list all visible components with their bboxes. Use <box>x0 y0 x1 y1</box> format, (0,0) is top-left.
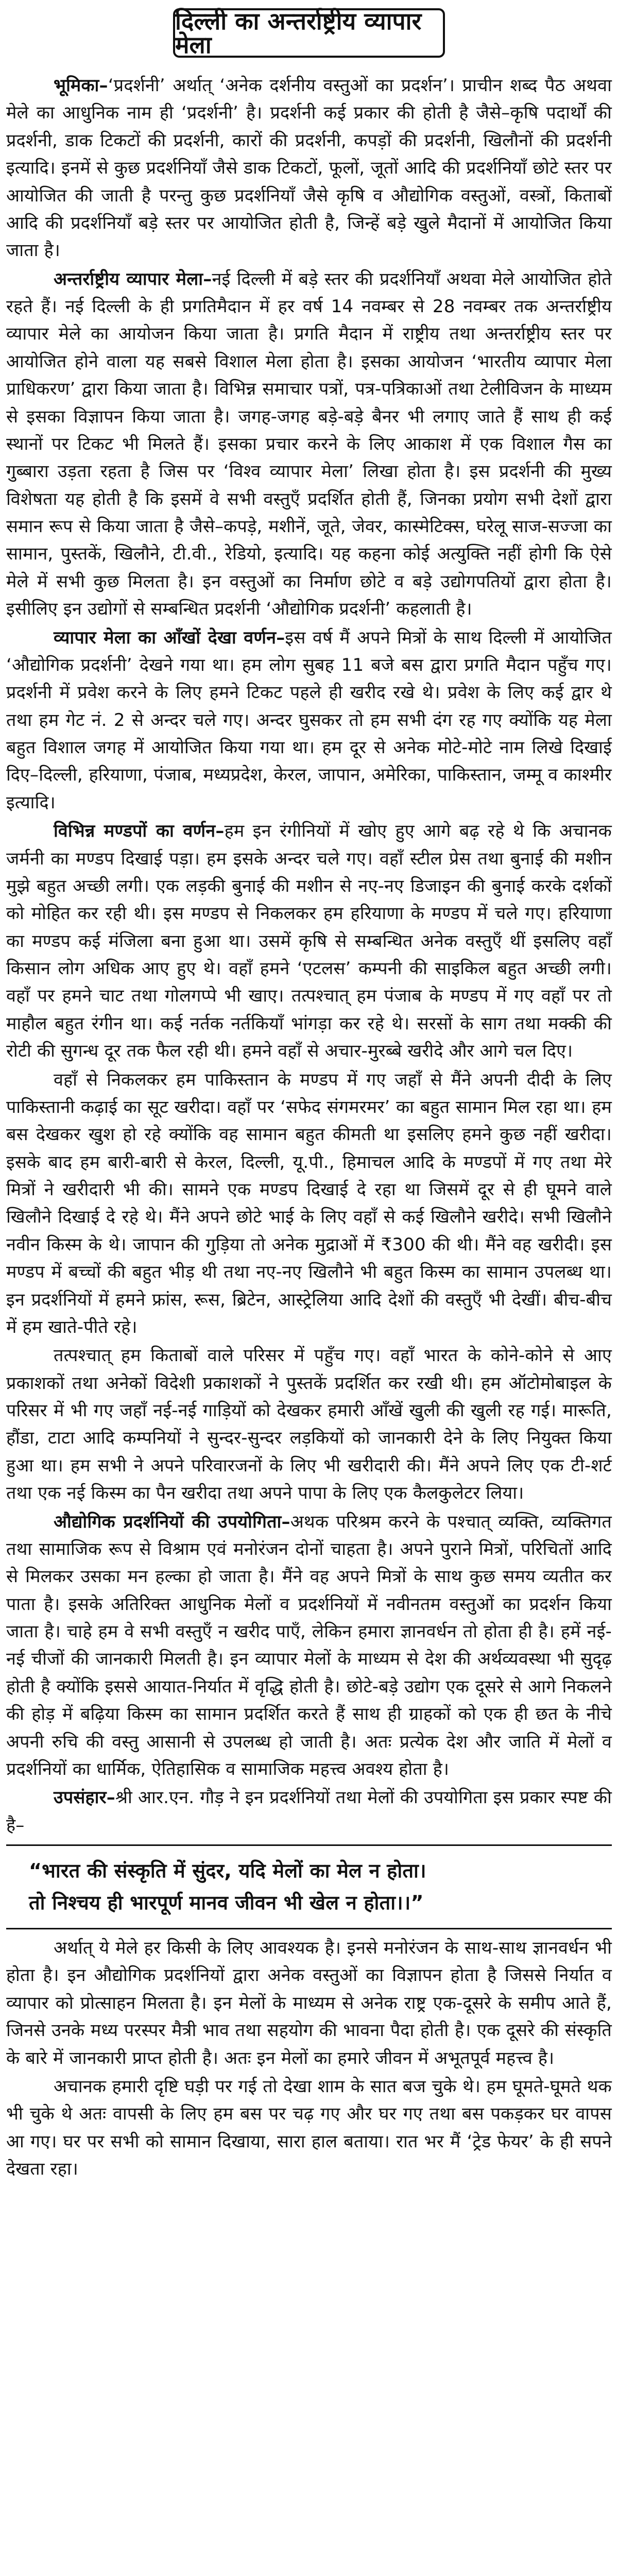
paragraph-introduction <box>6 72 612 265</box>
paragraph-pakistan-pavilion <box>6 1066 612 1342</box>
paragraph-text: वहाँ से निकलकर हम पाकिस्तान के मण्डप में गए जहाँ से मैंने अपनी दीदी के लिए पाकिस्तानी कढ़ाई का सूट खरीदा। वहाँ पर ‘सफेद संगमरमर’ का बहुत सामान मिल रहा था। हम बस देखकर खुश हो रहे क्योंकि वह सामान बहुत कीमती था इसलिए हमने कुछ नहीं खरीदा। इसके बाद हम बारी-बारी से केरल, दिल्ली, यू.पी., हिमाचल आदि के मण्डपों में गए तथा मेरे मित्रों ने खरीदारी भी की। सामने एक मण्डप दिखाई दे रहा था जिसमें दूर से ही घूमने वाले खिलौने दिखाई दे रहे थे। मैंने अपने छोटे भाई के लिए वहाँ से कई खिलौने खरीदे। सभी खिलौने नवीन किस्म के थे। जापान की गुड़िया तो अनेक मुद्राओं में ₹300 की थी। मैंने वह खरीदी। इस मण्डप में बच्चों की बहुत भीड़ थी तथा नए-नए खिलौने भी बहुत किस्म का सामान उपलब्ध था। इन प्रदर्शनियों में हमने फ्रांस, रूस, ब्रिटेन, आस्ट्रेलिया आदि देशों की वस्तुएँ भी देखीं। बीच-बीच में हम खाते-पीते रहे। <box>6 1069 612 1337</box>
paragraph-text: इस वर्ष मैं अपने मित्रों के साथ दिल्ली में आयोजित ‘औद्योगिक प्रदर्शनी’ देखने गया था। हम लोग सुबह 11 बजे बस द्वारा प्रगति मैदान पहुँच गए। प्रदर्शनी में प्रवेश करने के लिए हमने टिकट पहले ही खरीद रखे थे। प्रवेश के लिए कई द्वार थे तथा हम गेट नं. 2 से अन्दर चले गए। अन्दर घुसकर तो हम सभी दंग रह गए क्योंकि यह मेला बहुत विशाल जगह में आयोजित किया गया था। हम दूर से अनेक मोटे-मोटे नाम लिखे दिखाई दिए–दिल्ली, हरियाणा, पंजाब, मध्यप्रदेश, केरल, जापान, अमेरिका, पाकिस्तान, जम्मू व काश्मीर इत्यादि। <box>6 627 612 813</box>
paragraph-lead: अन्तर्राष्ट्रीय व्यापार मेला– <box>54 268 212 290</box>
paragraph-text: नई दिल्ली में बड़े स्तर की प्रदर्शनियाँ अथवा मेले आयोजित होते रहते हैं। नई दिल्ली के ही प्रगतिमैदान में हर वर्ष 14 नवम्बर से 28 नवम्बर तक अन्तर्राष्ट्रीय व्यापार मेले का आयोजन किया जाता है। प्रगति मैदान में राष्ट्रीय तथा अन्तर्राष्ट्रीय स्तर पर आयोजित होने वाला यह सबसे विशाल मेला होता है। इसका आयोजन ‘भारतीय व्यापार मेला प्राधिकरण’ द्वारा किया जाता है। विभिन्न समाचार पत्रों, पत्र-पत्रिकाओं तथा टेलीविजन के माध्यम से इसका विज्ञापन किया जाता है। जगह-जगह बड़े-बड़े बैनर भी लगाए जाते हैं साथ ही कई स्थानों पर टिकट भी मिलते हैं। इसका प्रचार करने के लिए आकाश में एक विशाल गैस का गुब्बारा उड़ता रहता है जिस पर ‘विश्व व्यापार मेला’ लिखा होता है। इस प्रदर्शनी की मुख्य विशेषता यह होती है कि इसमें वे सभी वस्तुएँ प्रदर्शित होती हैं, जिनका प्रयोग सभी देशों द्वारा समान रूप से किया जाता है जैसे–कपड़े, मशीनें, जूते, जेवर, कास्मेटिक्स, घरेलू साज-सज्जा का सामान, पुस्तकें, खिलौने, टी.वी., रेडियो, इत्यादि। यह कहना कोई अत्युक्ति नहीं होगी कि ऐसे मेले में सभी कुछ मिलता है। इन वस्तुओं का निर्माण छोटे व बड़े उद्योगपतियों द्वारा होता है। इसीलिए इन उद्योगों से सम्बन्धित प्रदर्शनी ‘औद्योगिक प्रदर्शनी’ कहलाती है। <box>6 268 612 620</box>
paragraph-lead: विभिन्न मण्डपों का वर्णन– <box>54 821 225 842</box>
paragraph-conclusion <box>6 1784 612 1839</box>
paragraph-lead: व्यापार मेला का आँखों देखा वर्णन– <box>54 627 285 648</box>
paragraph-text: तत्पश्चात् हम किताबों वाले परिसर में पहुँच गए। वहाँ भारत के कोने-कोने से आए प्रकाशकों तथा अनेकों विदेशी प्रकाशकों ने पुस्तकें प्रदर्शित कर रखी थी। हम ऑटोमोबाइल के परिसर में भी गए जहाँ नई-नई गाड़ियों को देखकर हमारी आँखें खुली की खुली रह गई। मारूति, हौंडा, टाटा आदि कम्पनियों ने सुन्दर-सुन्दर लड़कियों को जानकारी देने के लिए नियुक्त किया हुआ था। हम सभी ने अपने परिवारजनों के लिए भी खरीदारी की। मैंने अपने लिए एक टी-शर्ट तथा एक नई किस्म का पैन खरीदा तथा अपने पापा के लिए एक कैलकुलेटर लिया। <box>6 1345 612 1504</box>
paragraph-utility <box>6 1509 612 1784</box>
paragraph-lead: भूमिका– <box>54 75 108 96</box>
block-quote <box>6 1851 612 1923</box>
paragraph-text: श्री आर.एन. गौड़ ने इन प्रदर्शनियों तथा मेलों की उपयोगिता इस प्रकार स्पष्ट की है– <box>6 1787 612 1836</box>
paragraph-text: अथक परिश्रम करने के पश्चात् व्यक्ति, व्यक्तिगत तथा सामाजिक रूप से विश्राम एवं मनोरंजन दोनों चाहता है। अपने पुराने मित्रों, परिचितों आदि से मिलकर उसका मन हल्का हो जाता है। मैंने वह अपने मित्रों के साथ कुछ समय व्यतीत कर पाता है। इसके अतिरिक्त आधुनिक मेलों व प्रदर्शनियों में नवीनतम वस्तुओं का प्रदर्शन किया जाता है। चाहे हम वे सभी वस्तुएँ न खरीद पाएँ, लेकिन हमारा ज्ञानवर्धन तो होता ही है। हमें नई-नई चीजों की जानकारी मिलती है। इन व्यापार मेलों के माध्यम से देश की अर्थव्यवस्था भी सुदृढ़ होती है क्योंकि इससे आयात-निर्यात में वृद्धि होती है। छोटे-बड़े उद्योग एक दूसरे से आगे निकलने की होड़ में बढ़िया किस्म का सामान प्रदर्शित करते हैं साथ ही ग्राहकों को एक ही छत के नीचे अपनी रुचि की वस्तु आसानी से उपलब्ध हो जाती है। अतः प्रत्येक देश और जाति में मेलों व प्रदर्शनियों का धार्मिक, ऐतिहासिक व सामाजिक महत्त्व अवश्य होता है। <box>6 1511 612 1780</box>
paragraph-pavilions <box>6 818 612 1065</box>
paragraph-eyewitness <box>6 624 612 817</box>
quote-bottom-rule <box>6 1928 612 1929</box>
paragraph-text: ‘प्रदर्शनी’ अर्थात् ‘अनेक दर्शनीय वस्तुओं का प्रदर्शन’। प्राचीन शब्द पैठ अथवा मेले का आधुनिक नाम ही ‘प्रदर्शनी’ है। प्रदर्शनी कई प्रकार की होती है जैसे–कृषि पदार्थों की प्रदर्शनी, डाक टिकटों की प्रदर्शनी, कारों की प्रदर्शनी, कपड़ों की प्रदर्शनी, खिलौनों की प्रदर्शनी इत्यादि। इनमें से कुछ प्रदर्शनियाँ जैसे डाक टिकटों, फूलों, जूतों आदि की प्रदर्शनियाँ छोटे स्तर पर आयोजित की जाती है परन्तु कुछ प्रदर्शनियाँ जैसे कृषि व औद्योगिक वस्तुओं, वस्त्रों, किताबों आदि की प्रदर्शनियाँ बड़े स्तर पर आयोजित होती है, जिन्हें बड़े खुले मैदानों में आयोजित किया जाता है। <box>6 75 612 261</box>
paragraph-text: अचानक हमारी दृष्टि घड़ी पर गई तो देखा शाम के सात बज चुके थे। हम घूमते-घूमते थक भी चुके थे अतः वापसी के लिए हम बस पर चढ़ गए और घर गए तथा बस पकड़कर घर वापस आ गए। घर पर सभी को सामान दिखाया, सारा हाल बताया। रात भर मैं ‘ट्रेड फेयर’ के ही सपने देखता रहा। <box>6 2076 612 2180</box>
paragraph-trade-fair <box>6 266 612 623</box>
quote-line: तो निश्चय ही भारपूर्ण मानव जीवन भी खेल न होता।।” <box>29 1891 424 1914</box>
paragraph-closing-return <box>6 2073 612 2183</box>
quote-top-rule <box>6 1844 612 1846</box>
quote-line: “भारत की संस्कृति में सुंदर, यदि मेलों का मेल न होता। <box>29 1859 426 1882</box>
essay-body <box>6 72 612 2576</box>
paragraph-text: हम इन रंगीनियों में खोए हुए आगे बढ़ रहे थे कि अचानक जर्मनी का मण्डप दिखाई पड़ा। हम इसके अन्दर चले गए। वहाँ स्टील प्रेस तथा बुनाई की मशीन मुझे बहुत अच्छी लगी। एक लड़की बुनाई की मशीन से नए-नए डिजाइन की बुनाई करके दर्शकों को मोहित कर रही थी। इस मण्डप से निकलकर हम हरियाणा के मण्डप में चले गए। हरियाणा का मण्डप कई मंजिला बना हुआ था। उसमें कृषि से सम्बन्धित अनेक वस्तुएँ थीं इसलिए वहाँ किसान लोग अधिक आए हुए थे। वहाँ हमने ‘एटलस’ कम्पनी की साइकिल बहुत अच्छी लगी। वहाँ पर हमने चाट तथा गोलगप्पे भी खाए। तत्पश्चात् हम पंजाब के मण्डप में गए वहाँ पर तो माहौल बहुत रंगीन था। कई नर्तक नर्तकियाँ भांगड़ा कर रहे थे। सरसों के साग तथा मक्की की रोटी की सुगन्ध दूर तक फैल रही थी। हमने वहाँ से अचार-मुरब्बे खरीदे और आगे चल दिए। <box>6 821 612 1062</box>
paragraph-lead: उपसंहार– <box>54 1787 115 1808</box>
paragraph-closing-importance <box>6 1935 612 2072</box>
paragraph-lead: औद्योगिक प्रदर्शनियों की उपयोगिता– <box>54 1511 290 1532</box>
paragraph-text: अर्थात् ये मेले हर किसी के लिए आवश्यक है। इनसे मनोरंजन के साथ-साथ ज्ञानवर्धन भी होता है। इन औद्योगिक प्रदर्शनियों द्वारा अनेक वस्तुओं का विज्ञापन होता है जिससे निर्यात व व्यापार को प्रोत्साहन मिलता है। इन मेलों के माध्यम से अनेक राष्ट्र एक-दूसरे के समीप आते हैं, जिनसे उनके मध्य परस्पर मैत्री भाव तथा सहयोग की भावना पैदा होती है। एक दूसरे की संस्कृति के बारे में जानकारी प्राप्त होती है। अतः इन मेलों का हमारे जीवन में अभूतपूर्व महत्त्व है। <box>6 1938 612 2069</box>
paragraph-books-auto <box>6 1342 612 1507</box>
essay-title: दिल्ली का अन्तर्राष्ट्रीय व्यापार मेला <box>173 8 445 58</box>
